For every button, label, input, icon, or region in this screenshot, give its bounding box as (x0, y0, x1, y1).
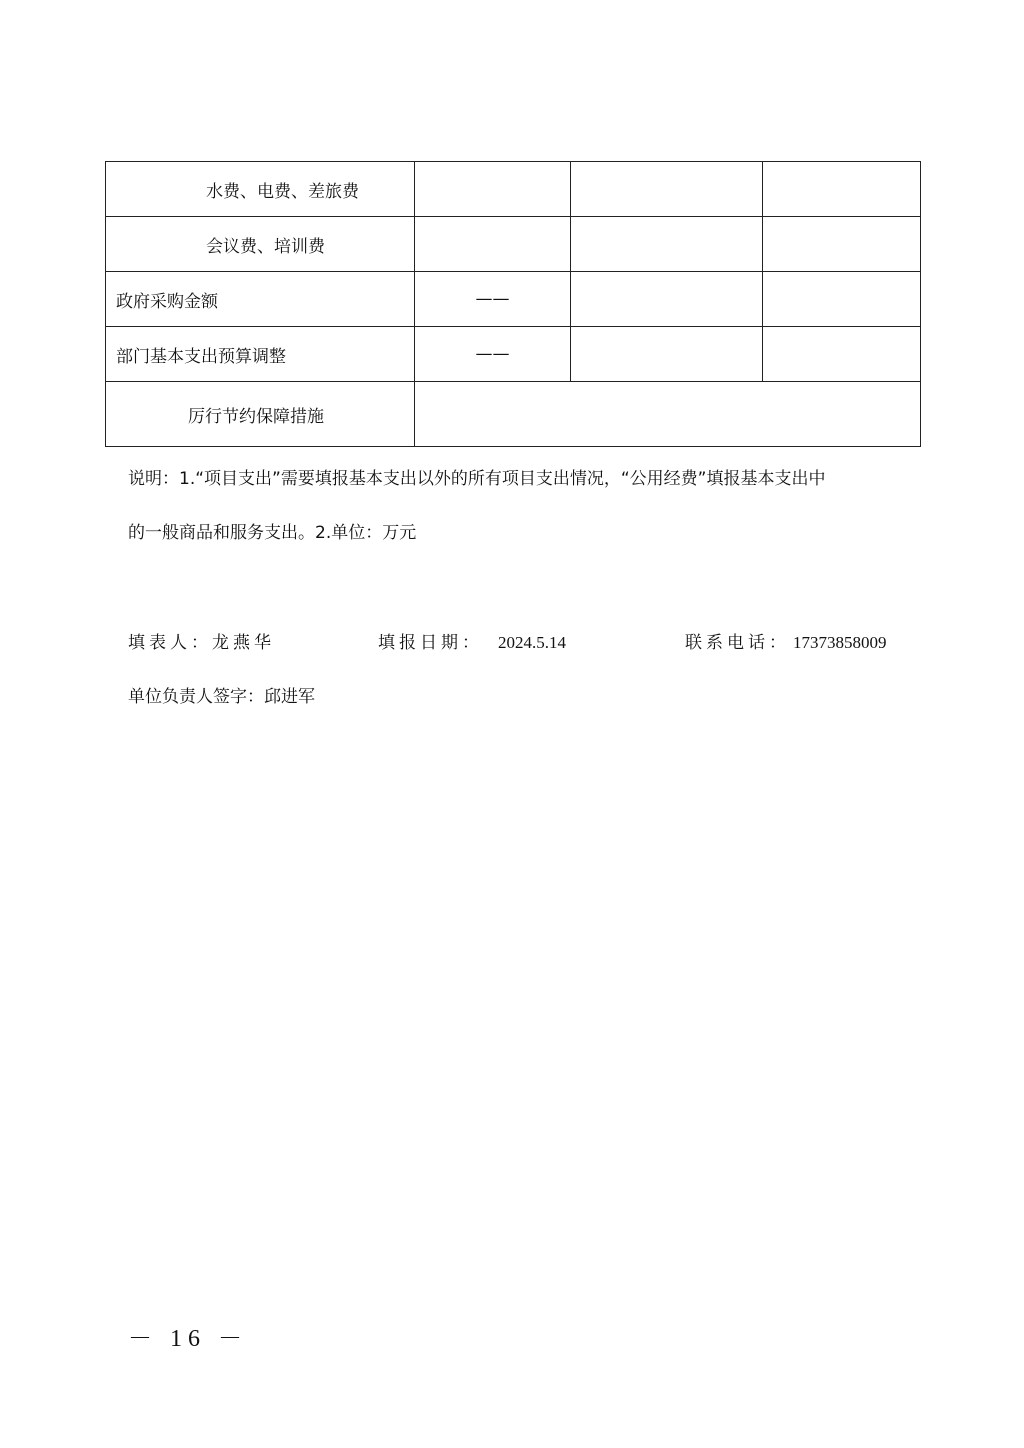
table-row (106, 327, 921, 382)
phone-value: 17373858009 (793, 633, 887, 652)
leader-signature: 单位负责人签字：邱进军 (128, 687, 315, 707)
row-label: 会议费、培训费 (106, 217, 415, 272)
table-row (106, 217, 921, 272)
table-cell (763, 272, 921, 327)
row-label: 厉行节约保障措施 (106, 382, 415, 447)
note-line-1: 说明：1.“项目支出”需要填报基本支出以外的所有项目支出情况，“公用经费”填报基本支出中 (128, 469, 826, 489)
signature-row (128, 616, 900, 670)
table-cell (763, 217, 921, 272)
row-label: 水费、电费、差旅费 (106, 162, 415, 217)
table-row (106, 162, 921, 217)
table-cell (415, 162, 571, 217)
table-cell (571, 162, 763, 217)
date-value: 2024.5.14 (498, 633, 566, 652)
table-cell (415, 217, 571, 272)
filler-label: 填表人：龙燕华 (128, 633, 275, 653)
row-label: 政府采购金额 (106, 272, 415, 327)
budget-table (105, 161, 921, 447)
table-cell (571, 272, 763, 327)
table-cell (571, 217, 763, 272)
table-cell (763, 327, 921, 382)
dash-cell: —— (415, 272, 571, 327)
table-cell (571, 327, 763, 382)
merged-cell (415, 382, 921, 447)
table-row (106, 382, 921, 447)
note-line-2: 的一般商品和服务支出。2.单位：万元 (128, 523, 417, 543)
table-row (106, 272, 921, 327)
page-number: － 16 － (128, 1326, 248, 1352)
phone-label: 联系电话： (685, 633, 790, 653)
dash-cell: —— (415, 327, 571, 382)
table-cell (763, 162, 921, 217)
date-label: 填报日期： (378, 633, 483, 653)
row-label: 部门基本支出预算调整 (106, 327, 415, 382)
